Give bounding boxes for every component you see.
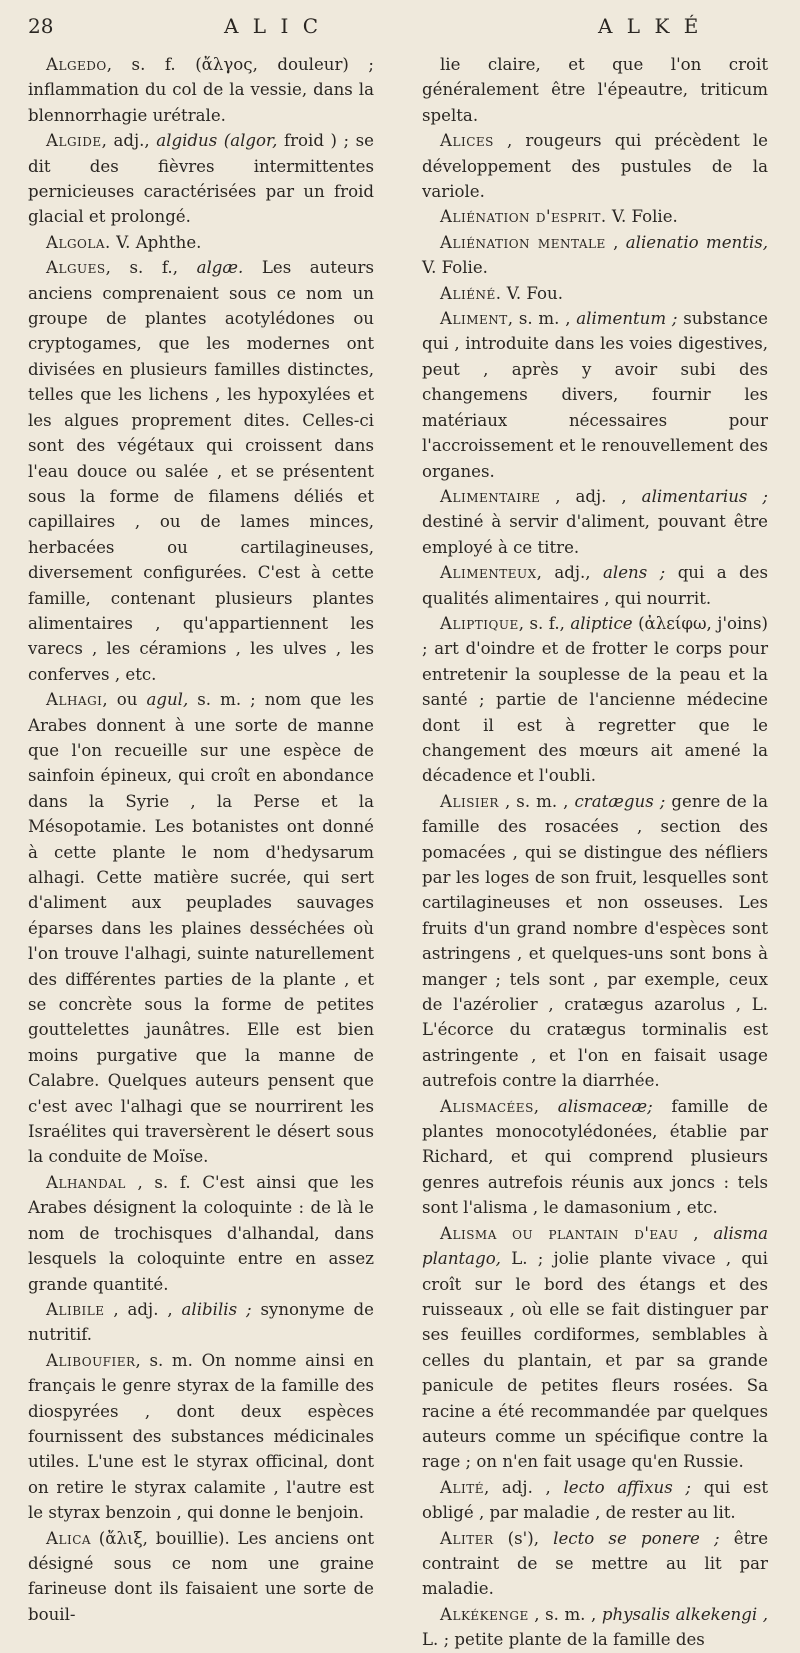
dictionary-entry — [28, 52, 374, 128]
entry-definition: V. Aphthe. — [110, 232, 202, 252]
entry-headword: Alices — [440, 131, 494, 151]
entry-definition: L. ; petite plante de la famille des — [422, 1630, 705, 1650]
entry-grammar: , adj. , — [104, 1299, 182, 1319]
entry-latin-term: alismaceæ; — [557, 1096, 653, 1116]
entry-headword: Alhandal — [46, 1172, 126, 1192]
entry-headword: Aliénation mentale — [440, 232, 606, 252]
entry-definition: , s. m. On nomme ainsi en français le genre styrax de la famille des diospyrées , dont deux espèces fournissent des substances médicinales utiles. L'une est le styrax officinal, dont on retire le styrax calamite , l'autre est le styrax benzoin , qui donne le benjoin. — [28, 1350, 374, 1523]
entry-latin-term: algæ. — [196, 258, 244, 278]
dictionary-entry — [422, 1221, 768, 1475]
entry-definition: être contraint de se mettre au lit par maladie. — [422, 1528, 769, 1599]
entry-definition: qui a des qualités alimentaires , qui nourrit. — [422, 563, 769, 608]
entry-latin-term: cratægus ; — [574, 791, 666, 811]
entry-headword: Alibile — [46, 1299, 105, 1319]
entry-definition: V. Folie. — [606, 207, 678, 227]
dictionary-entry — [28, 687, 374, 1170]
entry-headword: Aliénation d'esprit. — [440, 207, 607, 227]
entry-headword: Alismacées — [440, 1096, 534, 1116]
entry-latin-term: alimentum ; — [576, 309, 678, 329]
entry-definition: famille de plantes monocotylédonées, établie par Richard, et qui comprend plusieurs genres autrefois réunis aux joncs : tels sont l'alisma , le damasonium , etc. — [422, 1096, 768, 1218]
entry-latin-term: alisma plantago, — [422, 1223, 769, 1269]
entry-definition: (ἀλείφω, j'oins) ; art d'oindre et de frotter le corps pour entretenir la souplesse de la peau et la santé ; partie de l'ancienne médecine dont il est à regretter que le changement des mœurs ait amené la décadence et l'oubli. — [422, 613, 768, 786]
entry-definition: , s. f. (ἄλγος, douleur) ; inflammation du col de la vessie, dans la blennorrhagie urétrale. — [28, 55, 374, 125]
dictionary-entry — [422, 306, 768, 484]
dictionary-entry — [28, 128, 374, 230]
entry-definition: substance qui , introduite dans les voies digestives, peut , après y avoir subi des changemens divers, fournir les matériaux nécessaires pour l'accroissement et le renouvellement des organes. — [422, 309, 768, 481]
dictionary-entry — [28, 230, 374, 255]
entry-definition: , s. f. C'est ainsi que les Arabes désignent la coloquinte : de là le nom de trochisques d'alhandal, dans lesquels la coloquinte entre en assez grande quantité. — [28, 1172, 374, 1294]
dictionary-entry — [422, 1602, 768, 1653]
entry-definition: lie claire, et que l'on croit généralement être l'épeautre, triticum spelta. — [422, 55, 768, 125]
entry-headword: Alimentaire — [440, 486, 541, 506]
entry-headword: Aliter — [440, 1528, 494, 1548]
page-number: 28 — [28, 14, 54, 38]
entry-headword: Alité — [440, 1477, 484, 1497]
dictionary-entry — [422, 230, 768, 281]
entry-headword: Aliboufier — [46, 1350, 136, 1370]
dictionary-entry — [422, 128, 768, 204]
entry-definition: V. Fou. — [501, 283, 563, 303]
entry-grammar: , adj. , — [540, 486, 642, 506]
entry-headword: Alimenteux — [440, 563, 537, 583]
entry-latin-term: alienatio mentis, — [625, 232, 769, 252]
entry-latin-term: alens ; — [603, 563, 666, 583]
entry-definition: L. ; jolie plante vivace , qui croît sur le bord des étangs et des ruisseaux , où elle se fait distinguer par ses feuilles cordiformes, semblables à celles du plantain, et par sa grande panicule de petites fleurs rosées. Sa racine a été recommandée par quelques auteurs comme un spécifique contre la rage ; on n'en fait usage qu'en Russie. — [422, 1249, 768, 1472]
dictionary-entry — [28, 1526, 374, 1628]
dictionary-entry — [422, 204, 768, 229]
dictionary-entry — [422, 789, 768, 1094]
entry-headword: Aliéné. — [440, 283, 502, 303]
entry-grammar: , ou — [102, 690, 147, 710]
entry-headword: Alisier — [440, 791, 499, 811]
dictionary-entry — [28, 1348, 374, 1526]
entry-latin-term: alibilis ; — [181, 1299, 252, 1319]
entry-latin-term: agul, — [146, 690, 189, 710]
entry-latin-term: lecto affixus ; — [563, 1477, 692, 1497]
dictionary-entry — [422, 560, 768, 611]
entry-latin-term: lecto se ponere ; — [553, 1528, 720, 1548]
dictionary-entry — [422, 484, 768, 560]
running-head-left: A L I C — [224, 14, 322, 38]
right-column — [422, 52, 768, 1653]
entry-definition: (ἄλιξ, bouillie). Les anciens ont désigné sous ce nom une graine farineuse dont ils faisaient une sorte de bouil- — [28, 1528, 374, 1624]
entry-grammar: , s. m. , — [498, 791, 575, 811]
entry-headword: Algedo — [46, 55, 107, 74]
entry-headword: Algola. — [46, 232, 111, 252]
entry-definition: synonyme de nutritif. — [28, 1299, 374, 1345]
entry-grammar: , adj., — [536, 563, 604, 583]
entry-grammar: , adj., — [101, 131, 157, 151]
entry-definition: destiné à servir d'aliment, pouvant être employé à ce titre. — [422, 512, 768, 557]
entry-grammar: , — [533, 1096, 558, 1116]
entry-grammar: , s. f., — [105, 258, 197, 278]
dictionary-entry — [422, 52, 768, 128]
dictionary-entry — [28, 1297, 374, 1348]
dictionary-entry — [422, 281, 768, 306]
entry-latin-term: aliptice — [570, 613, 633, 633]
entry-grammar: , adj. , — [483, 1477, 564, 1497]
entry-definition: qui est obligé , par maladie , de rester au lit. — [422, 1477, 769, 1523]
entry-grammar: , s. m. , — [528, 1604, 602, 1624]
dictionary-entry — [28, 1170, 374, 1297]
dictionary-entry — [422, 1094, 768, 1221]
entry-headword: Aliment — [440, 309, 508, 329]
entry-definition: , rougeurs qui précèdent le développement des pustules de la variole. — [422, 131, 768, 202]
left-column — [28, 52, 374, 1627]
entry-headword: Aliptique — [440, 613, 519, 633]
entry-definition: genre de la famille des rosacées , section des pomacées , qui se distingue des néfliers par les loges de son fruit, lesquelles sont cartilagineuses et non osseuses. Les fruits d'un grand nombre d'espèces sont astringens , et quelques-uns sont bons à manger ; tels sont , par exemple, ceux de l'azérolier , cratægus azarolus , L. L'écorce du cratægus torminalis est astringente , et l'on en faisait usage autrefois contre la diarrhée. — [422, 791, 768, 1091]
dictionary-entry — [422, 611, 768, 789]
entry-definition: s. m. ; nom que les Arabes donnent à une sorte de manne que l'on recueille sur une espèce de sainfoin épineux, qui croît en abondance dans la Syrie , la Perse et la Mésopotamie. Les botanistes ont donné à cette plante le nom d'hedysarum alhagi. Cette matière sucrée, qui sert d'aliment aux peuplades sauvages éparses dans les plaines desséchées où l'on trouve l'alhagi, suinte naturellement des différentes parties de la plante , et se concrète sous la forme de petites gouttelettes jaunâtres. Elle est bien moins purgative que la manne de Calabre. Quelques auteurs pensent que c'est avec l'alhagi que se nourrirent les Israélites qui traversèrent le désert sous la conduite de Moïse. — [28, 690, 374, 1167]
entry-headword: Algide — [46, 131, 102, 151]
entry-headword: Alisma ou plantain d'eau — [440, 1223, 679, 1243]
entry-definition: V. Folie. — [422, 258, 488, 278]
dictionary-entry — [422, 1526, 768, 1602]
dictionary-entry — [28, 255, 374, 687]
entry-grammar: , — [678, 1223, 714, 1243]
entry-grammar: , s. m. , — [507, 309, 577, 329]
dictionary-entry — [422, 1475, 768, 1526]
entry-headword: Algues — [46, 258, 106, 278]
entry-grammar: (s'), — [493, 1528, 554, 1548]
entry-definition: Les auteurs anciens comprenaient sous ce nom un groupe de plantes acotylédones ou cryptogames, que les modernes ont divisées en plusieurs familles distinctes, telles que les lichens , les hypoxylées et les algues proprement dites. Celles-ci sont des végétaux qui croissent dans l'eau douce ou salée , et se présentent sous la forme de filamens déliés et capillaires , ou de lames minces, herbacées ou cartilagineuses, diversement configurées. C'est à cette famille, contenant plusieurs plantes alimentaires , qu'appartiennent les varecs , les céramions , les ulves , les conferves , etc. — [28, 258, 374, 684]
running-head-right: A L K É — [598, 14, 703, 38]
entry-latin-term: physalis alkekengi , — [601, 1604, 768, 1624]
entry-latin-term: alimentarius ; — [641, 486, 768, 506]
entry-definition: froid ) ; se dit des fièvres intermittentes pernicieuses caractérisées par un froid glacial et prolongé. — [28, 131, 374, 227]
entry-headword: Alhagi — [46, 690, 103, 710]
entry-headword: Alkékenge — [440, 1604, 529, 1624]
entry-latin-term: algidus (algor, — [156, 131, 278, 151]
entry-grammar: , s. f., — [518, 613, 571, 633]
entry-grammar: , — [605, 232, 626, 252]
entry-headword: Alica — [46, 1528, 92, 1548]
